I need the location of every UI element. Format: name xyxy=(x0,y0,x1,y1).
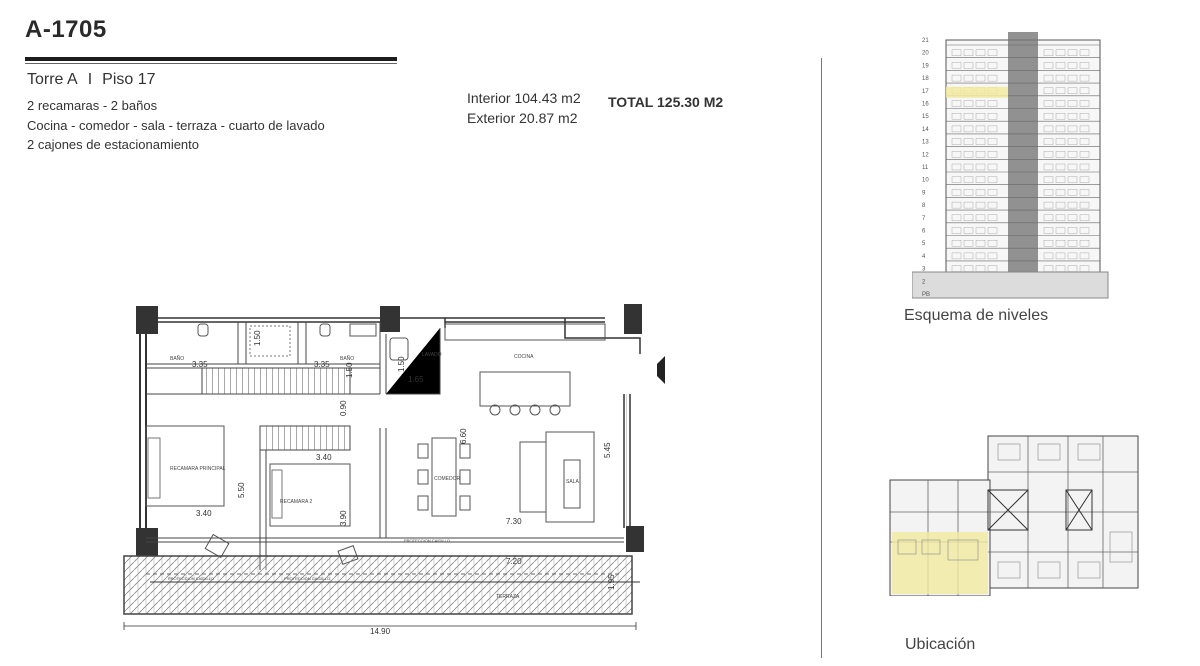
dim-090: 0.90 xyxy=(339,400,348,416)
room-label-master: RECAMARA PRINCIPAL xyxy=(170,466,226,472)
dim-150-b: 1.50 xyxy=(345,362,354,378)
protection-label-3: PROTECCION CAIDILLO xyxy=(404,538,451,543)
level-label: 7 xyxy=(922,215,926,222)
description-line-parking: 2 cajones de estacionamiento xyxy=(27,137,200,152)
level-label: 13 xyxy=(922,139,929,146)
level-label: 15 xyxy=(922,114,929,121)
dim-390: 3.90 xyxy=(339,510,348,526)
tower-label: Torre A xyxy=(27,71,78,88)
dim-1490: 14.90 xyxy=(370,627,391,636)
location-caption: Ubicación xyxy=(905,636,976,653)
tower-floor-line xyxy=(27,71,156,89)
dim-340-bedroom2: 3.40 xyxy=(316,453,332,462)
core-shaft xyxy=(1008,32,1038,272)
level-label: 20 xyxy=(922,50,929,57)
level-label: 6 xyxy=(922,228,926,235)
vertical-divider xyxy=(821,58,822,658)
dim-660: 6.60 xyxy=(459,428,468,444)
room-label-dining: COMEDOR xyxy=(434,476,461,482)
level-labels xyxy=(922,38,930,298)
location-plan xyxy=(888,432,1142,596)
room-label-kitchen: COCINA xyxy=(514,354,534,360)
floor-plan xyxy=(110,298,670,638)
west-wall xyxy=(140,334,146,538)
level-label: 21 xyxy=(922,38,929,44)
dim-335-left: 3.35 xyxy=(192,360,208,369)
sofa xyxy=(520,442,546,512)
exterior-area: Exterior 20.87 m2 xyxy=(467,110,578,126)
north-wall xyxy=(158,318,380,322)
level-label: 8 xyxy=(922,203,926,210)
level-label: 18 xyxy=(922,76,929,83)
level-label: 19 xyxy=(922,63,929,70)
closet xyxy=(202,368,350,394)
title-rule xyxy=(25,57,397,61)
column xyxy=(624,304,642,334)
interior-area: Interior 104.43 m2 xyxy=(467,90,581,106)
title-rule-thin xyxy=(25,63,397,64)
protection-label-2: PROTECCION CAIDILLO xyxy=(284,576,331,581)
level-label: 14 xyxy=(922,126,929,133)
level-label: 11 xyxy=(922,165,929,171)
level-label: 9 xyxy=(922,190,926,197)
level-label: 12 xyxy=(922,152,929,159)
room-label-living: SALA xyxy=(566,479,579,485)
room-label-laundry: LAVADO xyxy=(422,352,442,358)
level-label: 17 xyxy=(922,88,929,95)
level-label: 5 xyxy=(922,241,926,248)
level-label: 2 xyxy=(922,279,926,286)
column xyxy=(626,526,644,552)
dim-730: 7.30 xyxy=(506,517,522,526)
levels-diagram xyxy=(912,32,1112,302)
kitchen-island xyxy=(480,372,570,406)
closet-2 xyxy=(260,426,350,450)
ground-level xyxy=(912,272,1108,298)
dim-150-c: 1.50 xyxy=(397,356,406,372)
description-line-bedrooms: 2 recamaras - 2 baños xyxy=(27,98,158,113)
level-label: PB xyxy=(922,292,931,298)
column xyxy=(136,306,158,334)
level-label: 10 xyxy=(922,177,929,184)
unit-title: A-1705 xyxy=(25,16,107,43)
levels-caption: Esquema de niveles xyxy=(904,307,1049,324)
dim-335-right: 3.35 xyxy=(314,360,330,369)
dim-720: 7.20 xyxy=(506,557,522,566)
level-label: 16 xyxy=(922,101,929,108)
dim-340-master: 3.40 xyxy=(196,509,212,518)
room-label-terrace: TERRAZA xyxy=(496,594,520,600)
area-block xyxy=(467,88,581,128)
level-label: 3 xyxy=(922,266,926,273)
description-line-spaces: Cocina - comedor - sala - terraza - cuarto de lavado xyxy=(27,118,325,133)
dim-150-a: 1.50 xyxy=(253,330,262,346)
column xyxy=(380,306,400,332)
room-label-bath-1: BAÑO xyxy=(170,356,185,362)
dim-550: 5.50 xyxy=(237,482,246,498)
floor-label: Piso 17 xyxy=(102,71,156,88)
highlighted-level-17 xyxy=(946,87,1008,98)
dim-165: 1.65 xyxy=(408,375,424,384)
room-label-bath-2: BAÑO xyxy=(340,356,355,362)
separator: I xyxy=(87,71,93,88)
terrace-area xyxy=(124,556,632,614)
protection-label-1: PROTECCION CAIDILLO xyxy=(168,576,215,581)
dim-545: 5.45 xyxy=(603,442,612,458)
level-label: 4 xyxy=(922,253,926,260)
room-label-bedroom-2: RECAMARA 2 xyxy=(280,499,313,505)
total-area: TOTAL 125.30 M2 xyxy=(608,94,724,110)
dim-195: 1.95 xyxy=(607,574,616,590)
